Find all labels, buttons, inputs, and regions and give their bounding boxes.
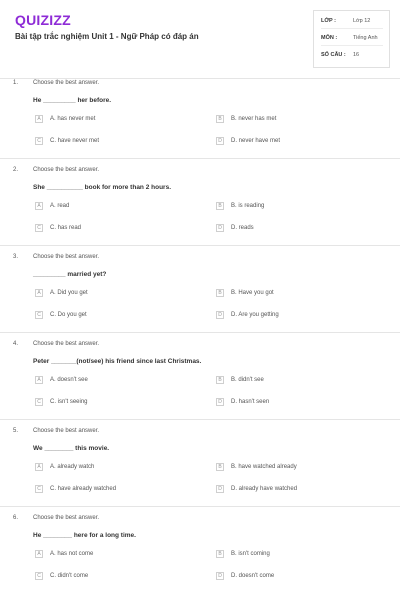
option-d[interactable]	[216, 483, 297, 494]
option-d[interactable]	[216, 396, 269, 407]
option-key-box: D	[216, 311, 224, 319]
question-number: 1.	[13, 80, 19, 86]
question-instruction: Choose the best answer.	[33, 80, 100, 86]
question-instruction: Choose the best answer.	[33, 167, 100, 173]
option-c[interactable]	[35, 135, 99, 146]
option-text: B. didn't see	[231, 376, 264, 383]
option-key-box: A	[35, 202, 43, 210]
option-b[interactable]	[216, 113, 276, 124]
option-key-box: B	[216, 202, 224, 210]
option-a[interactable]	[35, 113, 95, 124]
question-4	[0, 341, 400, 428]
option-text: C. isn't seeing	[50, 398, 88, 405]
option-text: A. already watch	[50, 463, 95, 470]
option-key-box: B	[216, 289, 224, 297]
question-stem: _________ married yet?	[33, 271, 107, 278]
option-c[interactable]	[35, 309, 87, 320]
option-text: D. Are you getting	[231, 311, 279, 318]
option-b[interactable]	[216, 461, 297, 472]
option-key-box: C	[35, 137, 43, 145]
question-number: 6.	[13, 515, 19, 521]
info-label: MÔN :	[321, 35, 338, 41]
question-stem: He _________ her before.	[33, 97, 112, 104]
option-key-box: B	[216, 550, 224, 558]
info-value: 16	[353, 52, 360, 58]
info-label: SỐ CÂU :	[321, 52, 346, 58]
question-divider	[0, 158, 400, 159]
option-b[interactable]	[216, 200, 264, 211]
question-number: 3.	[13, 254, 19, 260]
option-key-box: D	[216, 398, 224, 406]
option-key-box: A	[35, 550, 43, 558]
option-text: A. has not come	[50, 550, 94, 557]
question-instruction: Choose the best answer.	[33, 428, 100, 434]
question-2	[0, 167, 400, 254]
option-text: D. doesn't come	[231, 572, 275, 579]
info-value: Lớp 12	[353, 18, 371, 24]
option-key-box: B	[216, 376, 224, 384]
question-5	[0, 428, 400, 515]
option-text: A. read	[50, 202, 70, 209]
option-c[interactable]	[35, 396, 88, 407]
question-3	[0, 254, 400, 341]
option-text: B. never has met	[231, 115, 277, 122]
question-stem: We ________ this movie.	[33, 445, 110, 452]
option-key-box: C	[35, 398, 43, 406]
option-key-box: A	[35, 289, 43, 297]
option-text: B. Have you got	[231, 289, 274, 296]
option-key-box: A	[35, 376, 43, 384]
question-number: 4.	[13, 341, 19, 347]
option-text: C. has read	[50, 224, 82, 231]
option-text: C. didn't come	[50, 572, 89, 579]
option-a[interactable]	[35, 461, 94, 472]
question-stem: She __________ book for more than 2 hours.	[33, 184, 171, 191]
option-key-box: D	[216, 137, 224, 145]
option-text: C. have never met	[50, 137, 100, 144]
question-divider	[0, 419, 400, 420]
option-b[interactable]	[216, 374, 264, 385]
option-c[interactable]	[35, 222, 81, 233]
option-text: B. is reading	[231, 202, 265, 209]
document-title: Bài tập trắc nghiệm Unit 1 - Ngữ Pháp có đáp án	[15, 32, 199, 41]
option-text: A. Did you get	[50, 289, 88, 296]
option-text: D. reads	[231, 224, 254, 231]
question-divider	[0, 506, 400, 507]
option-text: C. Do you get	[50, 311, 87, 318]
option-key-box: C	[35, 485, 43, 493]
info-value: Tiếng Anh	[353, 35, 378, 41]
question-divider	[0, 245, 400, 246]
option-d[interactable]	[216, 309, 279, 320]
option-c[interactable]	[35, 483, 116, 494]
option-key-box: D	[216, 224, 224, 232]
option-text: B. have watched already	[231, 463, 297, 470]
question-instruction: Choose the best answer.	[33, 515, 100, 521]
info-box	[313, 10, 390, 68]
document-header	[0, 0, 400, 79]
option-text: D. never have met	[231, 137, 281, 144]
question-6	[0, 515, 400, 602]
question-instruction: Choose the best answer.	[33, 341, 100, 347]
option-key-box: C	[35, 224, 43, 232]
option-text: A. has never met	[50, 115, 96, 122]
info-label: LỚP :	[321, 18, 336, 24]
option-b[interactable]	[216, 287, 274, 298]
option-d[interactable]	[216, 135, 280, 146]
option-text: D. already have watched	[231, 485, 298, 492]
question-number: 2.	[13, 167, 19, 173]
option-key-box: D	[216, 572, 224, 580]
option-text: D. hasn't seen	[231, 398, 270, 405]
option-key-box: B	[216, 115, 224, 123]
quizizz-logo: QUIZIZZ	[15, 12, 71, 28]
option-text: C. have already watched	[50, 485, 117, 492]
question-divider	[0, 332, 400, 333]
option-a[interactable]	[35, 374, 88, 385]
option-text: A. doesn't see	[50, 376, 88, 383]
option-key-box: B	[216, 463, 224, 471]
question-1	[0, 80, 400, 167]
question-number: 5.	[13, 428, 19, 434]
option-d[interactable]	[216, 222, 254, 233]
info-row-subject	[321, 31, 383, 46]
option-b[interactable]	[216, 548, 270, 559]
question-stem: He ________ here for a long time.	[33, 532, 136, 539]
option-key-box: D	[216, 485, 224, 493]
option-key-box: A	[35, 463, 43, 471]
option-key-box: C	[35, 572, 43, 580]
option-text: B. isn't coming	[231, 550, 270, 557]
info-row-class	[321, 14, 383, 29]
option-key-box: C	[35, 311, 43, 319]
info-row-question-count	[321, 48, 383, 62]
option-c[interactable]	[35, 570, 88, 581]
question-stem: Peter _______(not/see) his friend since last Christmas.	[33, 358, 202, 365]
option-a[interactable]	[35, 200, 69, 211]
question-instruction: Choose the best answer.	[33, 254, 100, 260]
option-a[interactable]	[35, 548, 93, 559]
option-a[interactable]	[35, 287, 88, 298]
option-key-box: A	[35, 115, 43, 123]
option-d[interactable]	[216, 570, 274, 581]
